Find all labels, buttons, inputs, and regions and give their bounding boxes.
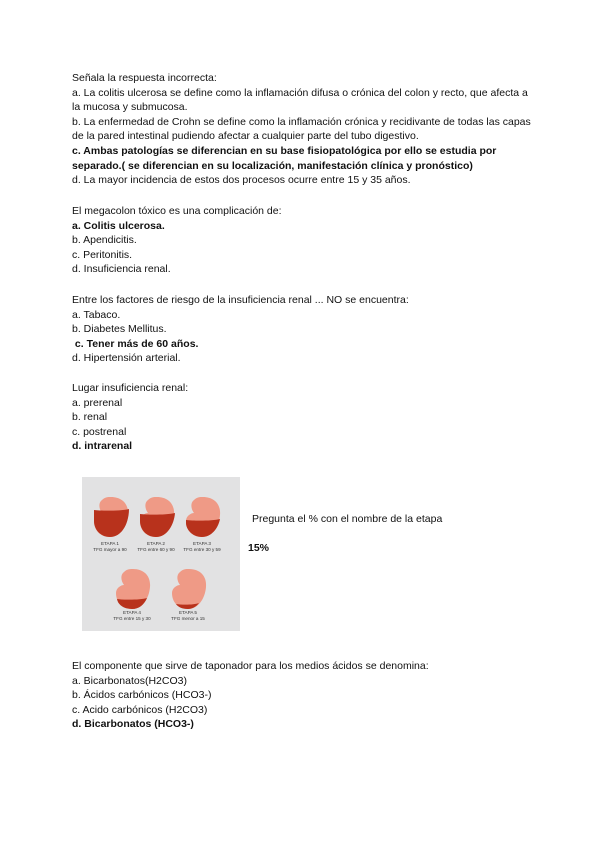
question-stem: El componente que sirve de taponador para los medios ácidos se denomina: (72, 660, 429, 672)
option-a-correct: a. Colitis ulcerosa. (72, 219, 165, 232)
option-c-correct: c. Tener más de 60 años. (72, 337, 199, 350)
question-stem: El megacolon tóxico es una complicación de: (72, 205, 282, 217)
option-c-correct: c. Ambas patologías se diferencian en su base fisiopatológica por ello se estudia por separado.( se diferencian en su localización, manifestación clínica y pronóstico) (72, 144, 497, 172)
question-stem: Entre los factores de riesgo de la insuficiencia renal ... NO se encuentra: (72, 294, 409, 306)
stage-4-caption: ETAPA 4 TFG entre 15 y 30 (113, 610, 151, 621)
option-a: a. prerenal (72, 396, 123, 409)
question-stem: Señala la respuesta incorrecta: (72, 72, 217, 84)
figure-answer: 15% (248, 542, 270, 554)
question-4 (72, 381, 532, 454)
option-d: d. La mayor incidencia de estos dos procesos ocurre entre 15 y 35 años. (72, 174, 411, 187)
question-2 (72, 204, 532, 277)
option-b: b. Ácidos carbónicos (HCO3-) (72, 689, 212, 702)
option-c: c. postrenal (72, 425, 127, 438)
option-c: c. Peritonitis. (72, 248, 133, 261)
option-c: c. Acido carbónicos (H2CO3) (72, 703, 208, 716)
question-stem: Lugar insuficiencia renal: (72, 382, 189, 394)
kidney-stage-1-icon (92, 495, 130, 539)
option-d: d. Insuficiencia renal. (72, 263, 171, 276)
kidney-stages-figure (82, 477, 240, 631)
stage-3-caption: ETAPA 3 TFG entre 30 y 59 (183, 541, 221, 552)
option-d-correct: d. intrarenal (72, 440, 133, 453)
stage-2-caption: ETAPA 2 TFG entre 60 y 90 (137, 541, 175, 552)
stage-1-caption: ETAPA 1 TFG mayor a 90 (93, 541, 127, 552)
question-3 (72, 293, 532, 366)
option-d: d. Hipertensión arterial. (72, 352, 181, 365)
figure-question-prompt: Pregunta el % con el nombre de la etapa (252, 513, 443, 525)
option-a: a. Bicarbonatos(H2CO3) (72, 674, 187, 687)
option-b: b. La enfermedad de Crohn se define como la inflamación crónica y recidivante de todas las capas de la pared intestinal pudiendo afectar a cualquier parte del tubo digestivo. (72, 115, 531, 143)
question-6 (72, 659, 532, 732)
option-a: a. La colitis ulcerosa se define como la inflamación difusa o crónica del colon y recto, que afecta a la mucosa y submucosa. (72, 86, 528, 114)
option-a: a. Tabaco. (72, 308, 121, 321)
option-b: b. Apendicitis. (72, 234, 137, 247)
option-b: b. Diabetes Mellitus. (72, 323, 167, 336)
option-b: b. renal (72, 411, 108, 424)
kidney-stage-4-icon (114, 567, 152, 611)
kidney-stage-5-icon (170, 567, 208, 611)
kidney-stage-3-icon (184, 495, 222, 539)
kidney-stage-2-icon (138, 495, 176, 539)
option-d-correct: d. Bicarbonatos (HCO3-) (72, 718, 194, 731)
stage-5-caption: ETAPA 5 TFG menor a 15 (171, 610, 205, 621)
question-1 (72, 71, 532, 188)
